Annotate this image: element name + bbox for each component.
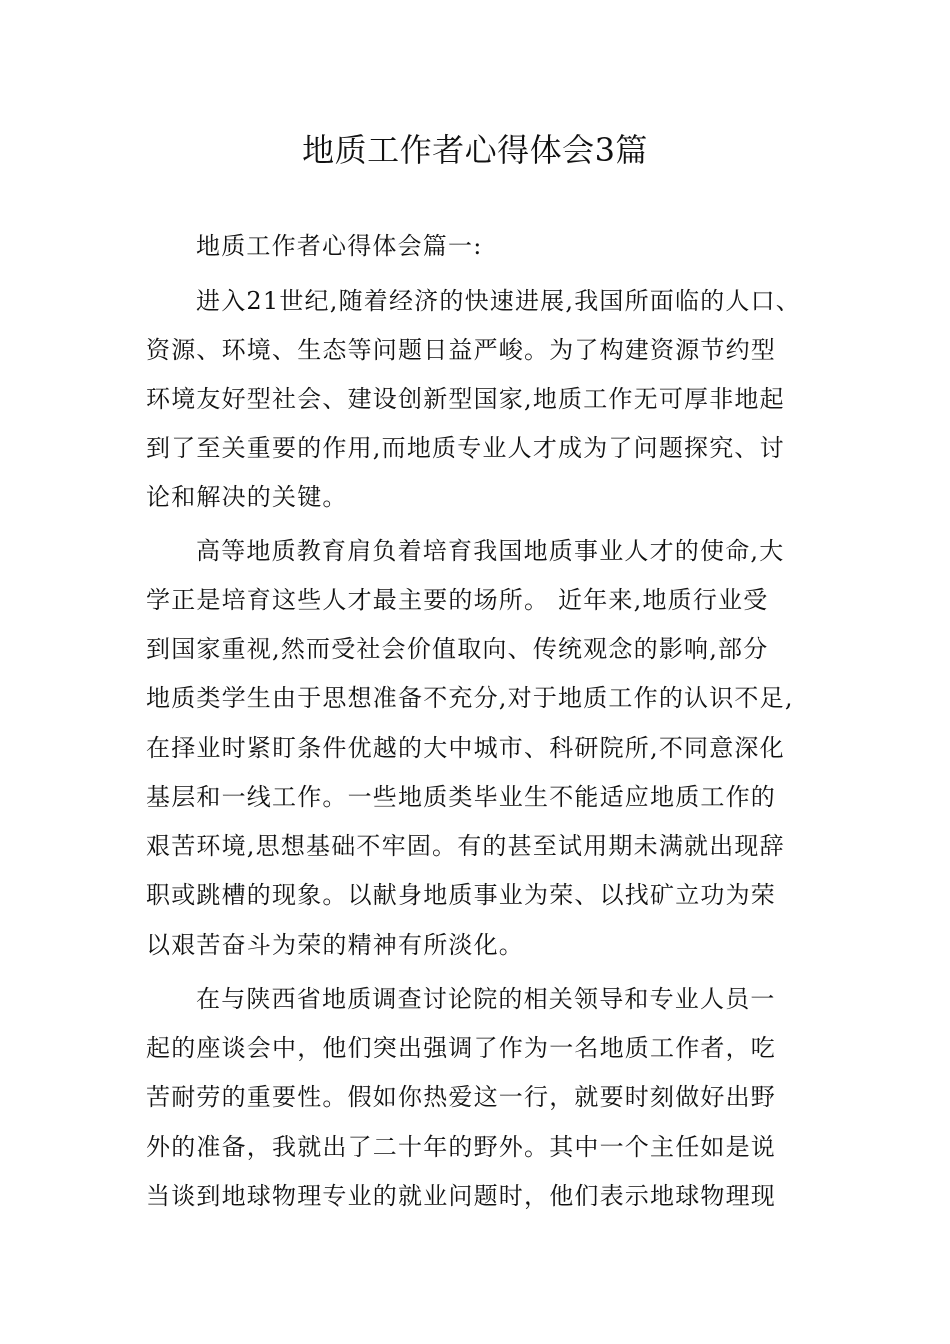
paragraph-line: 资源、环境、生态等问题日益严峻。为了构建资源节约型	[146, 336, 776, 364]
document-title: 地质工作者心得体会3篇	[302, 131, 648, 169]
paragraph-line: 在与陕西省地质调查讨论院的相关领导和专业人员一	[196, 985, 776, 1013]
paragraph-line: 起的座谈会中，他们突出强调了作为一名地质工作者，吃	[146, 1034, 776, 1062]
paragraph-line: 地质类学生由于思想准备不充分,对于地质工作的认识不足,	[146, 684, 794, 712]
paragraph-line: 高等地质教育肩负着培育我国地质事业人才的使命,大	[196, 537, 785, 565]
paragraph-line: 在择业时紧盯条件优越的大中城市、科研院所,不同意深化	[146, 734, 785, 762]
section-heading: 地质工作者心得体会篇一:	[196, 232, 483, 260]
paragraph-line: 到国家重视,然而受社会价值取向、传统观念的影响,部分	[146, 635, 769, 663]
paragraph-line: 基层和一线工作。一些地质类毕业生不能适应地质工作的	[146, 783, 776, 811]
paragraph-line: 学正是培育这些人才最主要的场所。 近年来,地质行业受	[146, 586, 769, 614]
paragraph-line: 到了至关重要的作用,而地质专业人才成为了问题探究、讨	[146, 434, 785, 462]
paragraph-line: 论和解决的关键。	[146, 483, 348, 511]
paragraph-line: 当谈到地球物理专业的就业问题时，他们表示地球物理现	[146, 1182, 776, 1210]
paragraph-line: 进入21世纪,随着经济的快速进展,我国所面临的人口、	[196, 287, 801, 315]
paragraph-line: 艰苦环境,思想基础不牢固。有的甚至试用期未满就出现辞	[146, 832, 785, 860]
paragraph-line: 以艰苦奋斗为荣的精神有所淡化。	[146, 931, 524, 959]
paragraph-line: 职或跳槽的现象。以献身地质事业为荣、以找矿立功为荣	[146, 881, 776, 909]
paragraph-line: 苦耐劳的重要性。假如你热爱这一行，就要时刻做好出野	[146, 1083, 776, 1111]
paragraph-line: 环境友好型社会、建设创新型国家,地质工作无可厚非地起	[146, 385, 785, 413]
paragraph-line: 外的准备，我就出了二十年的野外。其中一个主任如是说	[146, 1133, 776, 1161]
